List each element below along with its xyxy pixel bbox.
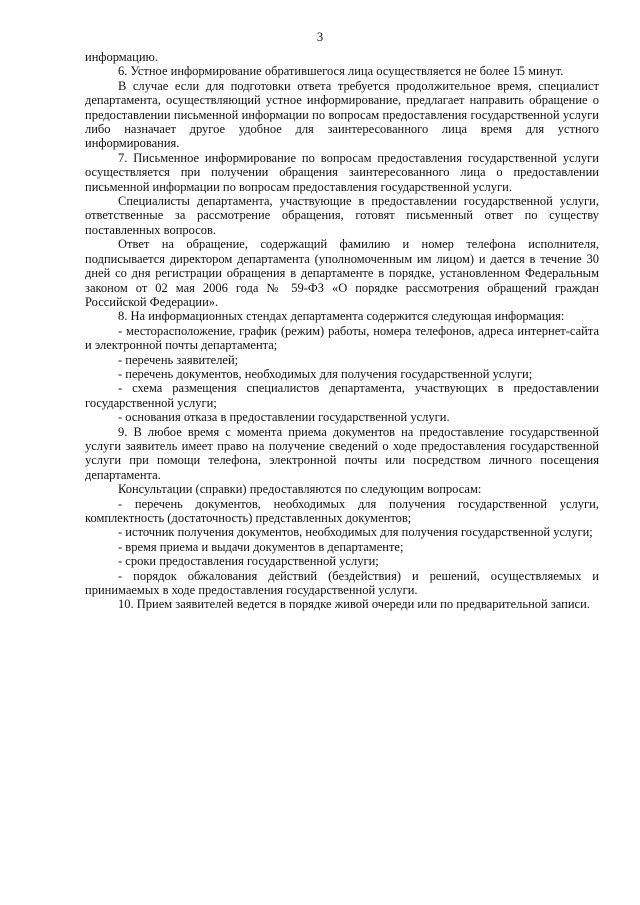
paragraph: 7. Письменное информирование по вопросам предоставления государственной услуги осуществляется при получении обращения заинтересованного лица о предоставлении письменной информации по вопросам предоставления государственной услуги. — [85, 150, 599, 194]
paragraph: Ответ на обращение, содержащий фамилию и номер телефона исполнителя, подписывается директором департамента (уполномоченным им лицом) и дается в течение 30 дней со дня регистрации обращения в департаменте в порядке, установленном Федеральным законом от 02 мая 2006 года № 59-ФЗ «О порядке рассмотрения обращений граждан Российской Федерации». — [85, 237, 599, 309]
list-item: - перечень документов, необходимых для получения государственной услуги; — [118, 366, 533, 381]
list-item: - источник получения документов, необходимых для получения государственной услуги; — [118, 525, 593, 540]
paragraph: информацию. — [85, 50, 159, 64]
list-item: - месторасположение, график (режим) работы, номера телефонов, адреса интернет-сайта и электронной почты департамента; — [85, 323, 599, 353]
page-number: 3 — [316, 30, 324, 44]
list-item: - перечень документов, необходимых для получения государственной услуги, комплектность (достаточность) представленных документов; — [85, 496, 599, 525]
list-item: - время приема и выдачи документов в департаменте; — [118, 539, 404, 554]
list-item: - сроки предоставления государственной услуги; — [118, 554, 379, 569]
paragraph: 10. Прием заявителей ведется в порядке живой очереди или по предварительной записи. — [118, 597, 590, 612]
paragraph: В случае если для подготовки ответа требуется продолжительное время, специалист департамента, осуществляющий устное информирование, предлагает направить обращение о предоставлении письменной информации по вопросам предоставления государственной услуги либо назначает другое удобное для заинтересованного лица время для устного информирования. — [85, 78, 599, 151]
paragraph: 6. Устное информирование обратившегося лица осуществляется не более 15 минут. — [118, 64, 564, 79]
paragraph: 9. В любое время с момента приема документов на предоставление государственной услуги заявитель имеет право на получение сведений о ходе предоставления государственной услуги при помощи телефона, электронной почты или посредством личного посещения департамента. — [85, 424, 599, 482]
document-body — [85, 50, 599, 612]
paragraph: 8. На информационных стендах департамента содержится следующая информация: — [118, 309, 565, 324]
list-item: - порядок обжалования действий (бездействия) и решений, осуществляемых и принимаемых в ходе предоставления государственной услуги. — [85, 568, 599, 598]
list-item: - схема размещения специалистов департамента, участвующих в предоставлении государственной услуги; — [85, 381, 599, 410]
list-item: - перечень заявителей; — [118, 352, 239, 367]
list-item: - основания отказа в предоставлении государственной услуги. — [118, 410, 450, 425]
paragraph: Консультации (справки) предоставляются по следующим вопросам: — [118, 482, 482, 497]
paragraph: Специалисты департамента, участвующие в предоставлении государственной услуги, ответственные за рассмотрение обращения, готовят письменный ответ по существу поставленных вопросов. — [85, 194, 599, 237]
